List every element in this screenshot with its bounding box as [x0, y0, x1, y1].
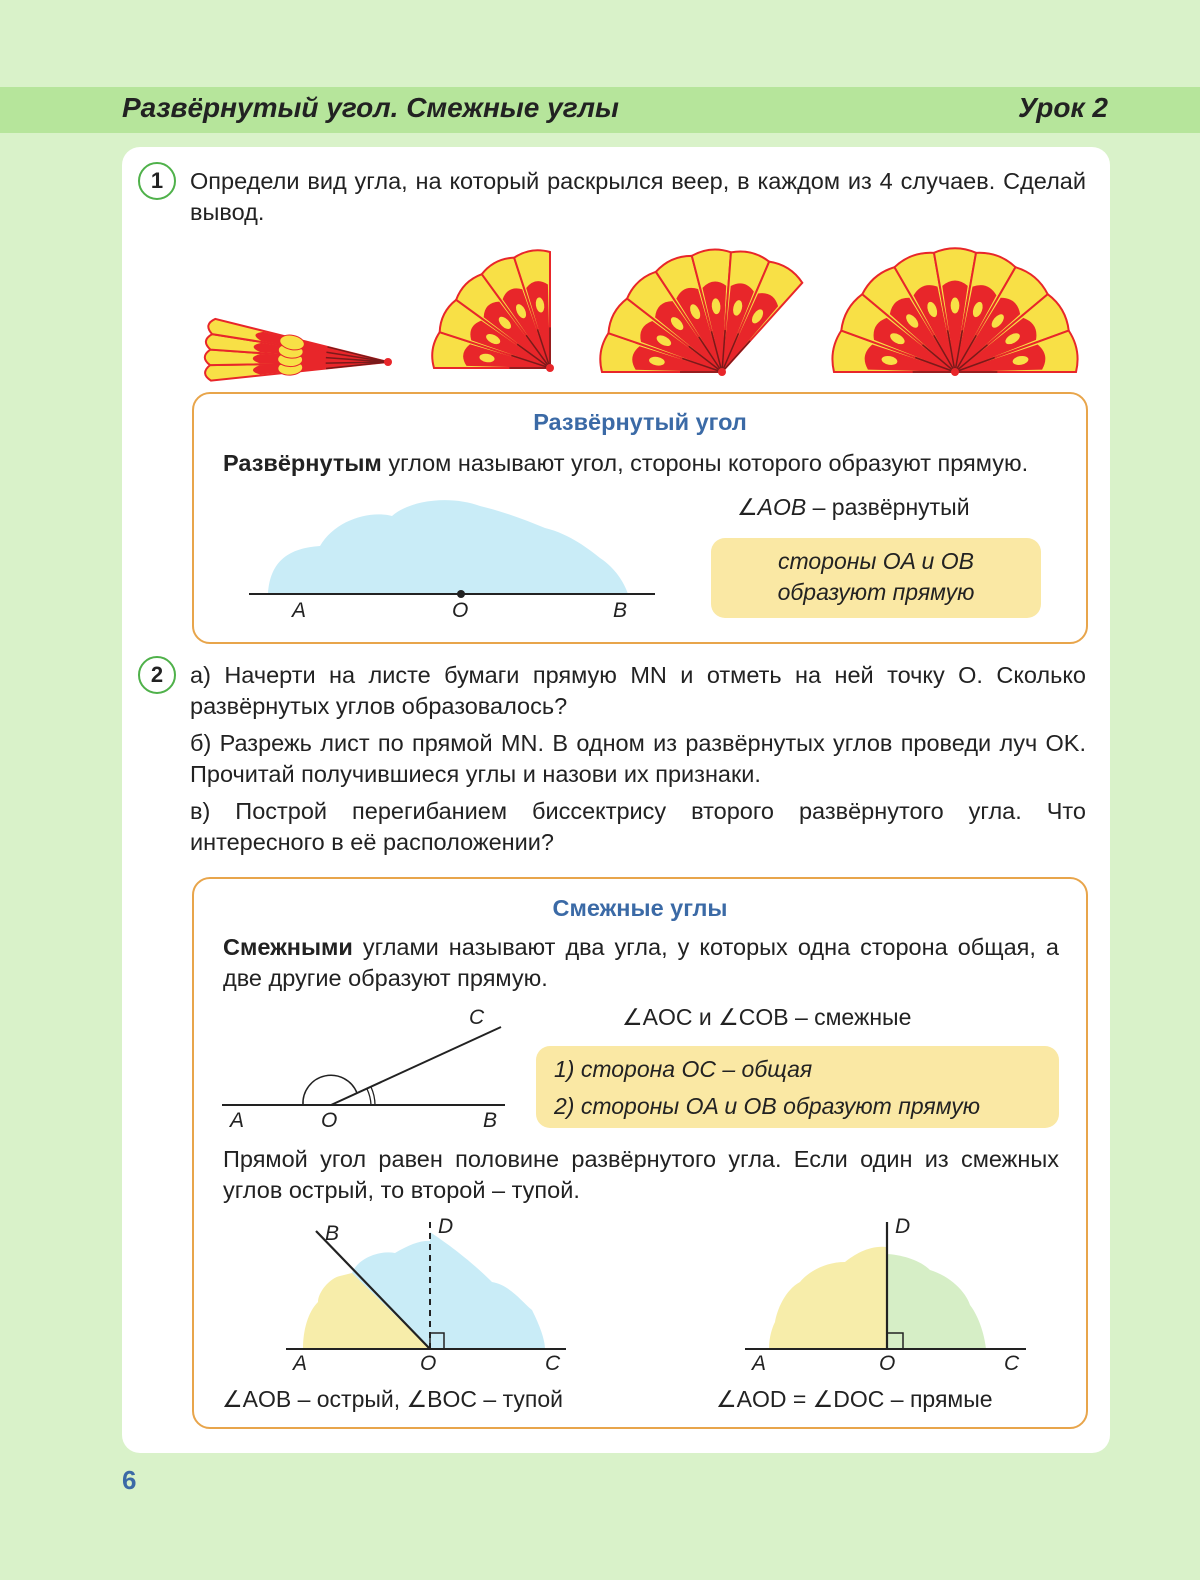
label-c: C	[1004, 1352, 1020, 1375]
label-c: C	[545, 1352, 561, 1375]
label-b: B	[483, 1109, 498, 1132]
right-angle-doc-fill	[887, 1254, 986, 1349]
right-angles-caption: ∠AOD = ∠DOC – прямые	[716, 1386, 993, 1412]
label-o: O	[321, 1109, 338, 1132]
right-angle-aod-fill	[769, 1247, 887, 1349]
note-line-2: 2) стороны OA и OB образуют прямую	[554, 1093, 981, 1119]
lesson-title: Развёрнутый угол. Смежные углы	[122, 92, 619, 123]
angle-symbol: ∠	[737, 494, 758, 520]
angle-name: AOB	[757, 494, 807, 520]
page-number: 6	[122, 1465, 137, 1495]
label-o: O	[420, 1352, 437, 1375]
adjacent-angles-title: Смежные углы	[552, 895, 728, 921]
task-1-text: Определи вид угла, на который раскрылся веер, в каждом из 4 случаев. Сделай вывод.	[190, 168, 1086, 225]
label-b: B	[325, 1222, 340, 1245]
label-o: O	[879, 1352, 896, 1375]
adjacent-angles-notation: ∠AOC и ∠COB – смежные	[622, 1004, 912, 1030]
straight-angle-title: Развёрнутый угол	[533, 409, 747, 435]
label-c: C	[469, 1006, 485, 1029]
label-d: D	[438, 1215, 454, 1238]
label-a: A	[230, 1109, 245, 1132]
label-a: A	[293, 1352, 308, 1375]
task-2-part-c: в) Построй перегибанием биссектрису второго развёрнутого угла. Что интересного в её расположении?	[190, 798, 1086, 855]
definition-term: Развёрнутым	[223, 450, 382, 476]
right-angle-rule: Прямой угол равен половине развёрнутого угла. Если один из смежных углов острый, то второй – тупой.	[223, 1146, 1059, 1203]
lesson-number: Урок 2	[1017, 92, 1108, 123]
note-line-1: стороны OA и OB	[778, 548, 974, 574]
label-o: O	[452, 599, 469, 622]
task-2-part-a: а) Начерти на листе бумаги прямую MN и отметь на ней точку O. Сколько развёрнутых углов образовалось?	[190, 662, 1086, 719]
task-2-part-b: б) Разрежь лист по прямой MN. В одном из развёрнутых углов проведи луч OK. Прочитай получившиеся углы и назови их признаки.	[190, 730, 1086, 787]
task-1-number-badge: 1	[138, 162, 176, 200]
note-line-1: 1) сторона OC – общая	[554, 1056, 813, 1082]
definition-term: Смежными	[223, 934, 353, 960]
acute-obtuse-caption: ∠AOB – острый, ∠BOC – тупой	[222, 1386, 563, 1412]
label-a: A	[292, 599, 307, 622]
label-d: D	[895, 1215, 911, 1238]
label-b: B	[613, 599, 628, 622]
label-a: A	[752, 1352, 767, 1375]
task-2-number-badge: 2	[138, 656, 176, 694]
angle-type: – развёрнутый	[806, 494, 970, 520]
definition-body: углами называют два угла, у которых одна сторона общая, а две другие образуют прямую.	[223, 934, 1059, 991]
definition-body: углом называют угол, стороны которого образуют прямую.	[381, 450, 1029, 476]
note-line-2: образуют прямую	[777, 579, 975, 605]
